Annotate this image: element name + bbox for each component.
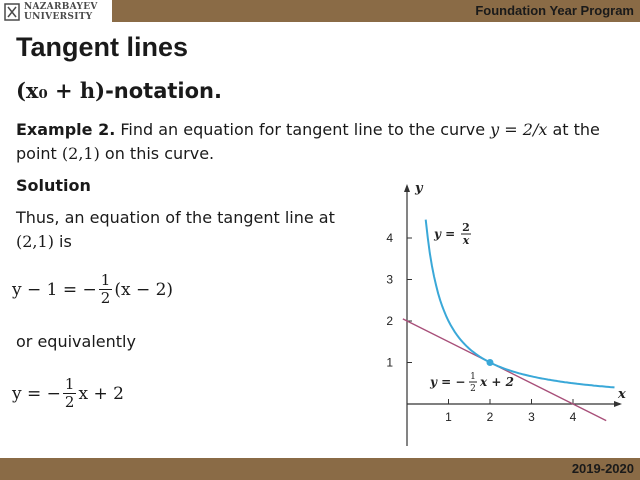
tangent-point bbox=[487, 359, 494, 366]
logo-line-1: NAZARBAYEV bbox=[24, 2, 98, 12]
example-curve: y = 2/x bbox=[490, 120, 548, 139]
example-statement bbox=[16, 118, 626, 166]
y-tick-label: 4 bbox=[386, 231, 393, 245]
eq2-fraction bbox=[63, 376, 77, 411]
y-tick-label: 3 bbox=[386, 272, 393, 287]
slide-title: Tangent lines bbox=[16, 32, 189, 62]
solution-text bbox=[16, 206, 356, 254]
university-logo bbox=[0, 0, 112, 24]
curve-label-numerator: 2 bbox=[462, 221, 470, 234]
slide-subtitle bbox=[16, 78, 222, 103]
y-axis-arrow-icon bbox=[404, 184, 410, 192]
eq2-numerator: 1 bbox=[64, 375, 75, 393]
thus-is: is bbox=[53, 232, 72, 251]
curve-y-equals-2-over-x bbox=[426, 220, 615, 388]
tangent-label-denominator: 2 bbox=[470, 384, 476, 394]
tangent-equation-point-slope bbox=[12, 272, 173, 307]
subtitle-text: -notation. bbox=[105, 79, 222, 103]
eq1-fraction bbox=[99, 272, 113, 307]
eq2-right: x + 2 bbox=[78, 383, 124, 404]
graph-svg bbox=[360, 178, 636, 450]
x-tick-label: 3 bbox=[528, 410, 535, 424]
subtitle-math: (x₀ + h) bbox=[16, 78, 106, 103]
tangent-label-left: y = − bbox=[430, 375, 466, 389]
program-name: Foundation Year Program bbox=[475, 3, 634, 18]
example-text-2: at the point bbox=[16, 120, 600, 163]
logo-line-2: UNIVERSITY bbox=[24, 12, 93, 22]
example-label: Example 2. bbox=[16, 120, 116, 139]
y-tick-label: 1 bbox=[386, 355, 393, 370]
thus-point: (2,1) bbox=[16, 232, 54, 251]
eq2-left: y = − bbox=[12, 383, 61, 404]
eq1-numerator: 1 bbox=[100, 271, 111, 289]
example-text-3: on this curve. bbox=[99, 144, 215, 163]
footer-bar bbox=[0, 458, 640, 480]
curve-label-left: y = bbox=[434, 227, 456, 241]
solution-heading: Solution bbox=[16, 176, 91, 195]
x-axis-label: x bbox=[618, 387, 626, 402]
tangent-equation-slope-intercept bbox=[12, 376, 124, 411]
eq1-denominator: 2 bbox=[100, 289, 111, 307]
curve-label-denominator: x bbox=[462, 234, 470, 247]
tangent-line bbox=[403, 319, 606, 421]
logo-emblem-icon bbox=[4, 3, 20, 21]
x-tick-label: 2 bbox=[486, 410, 494, 424]
y-tick-label: 2 bbox=[386, 314, 393, 328]
tangent-graph bbox=[360, 178, 636, 450]
x-tick-label: 1 bbox=[445, 410, 452, 424]
example-point: (2,1) bbox=[61, 144, 100, 163]
or-equivalently: or equivalently bbox=[16, 332, 136, 351]
tangent-label-numerator: 1 bbox=[470, 372, 476, 382]
thus-text: Thus, an equation of the tangent line at bbox=[16, 208, 335, 227]
eq1-left: y − 1 = − bbox=[12, 279, 97, 300]
example-text-1: Find an equation for tangent line to the curve bbox=[115, 120, 491, 139]
eq1-right: (x − 2) bbox=[114, 279, 174, 300]
eq2-denominator: 2 bbox=[64, 393, 75, 411]
x-tick-label: 4 bbox=[569, 410, 577, 424]
academic-years: 2019-2020 bbox=[571, 461, 634, 476]
tangent-label-right: x + 2 bbox=[480, 375, 514, 389]
y-axis-label: y bbox=[415, 181, 423, 196]
